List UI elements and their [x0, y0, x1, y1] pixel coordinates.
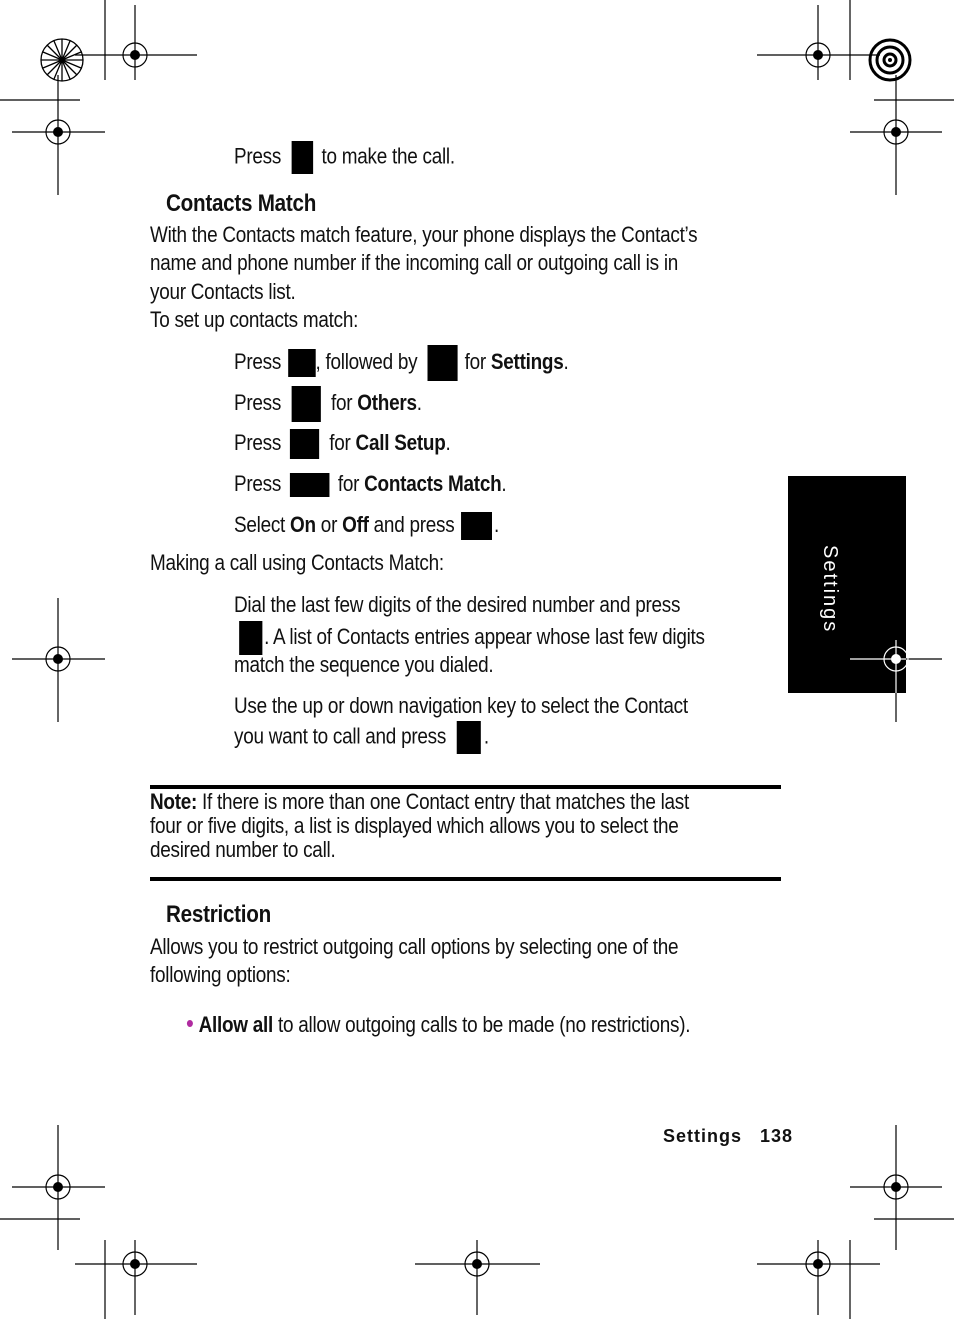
- note-line-1: [150, 790, 777, 814]
- step-2: Press for Others.: [234, 386, 452, 422]
- key-icon: [290, 473, 330, 497]
- dial-line-1: Dial the last few digits of the desired number and press: [234, 592, 681, 617]
- text: If there is more than one Contact entry that matches the last: [202, 789, 690, 814]
- ok-key-icon: [461, 512, 492, 540]
- dial-line-3: match the sequence you dialed.: [234, 652, 494, 677]
- key-9-icon: [428, 345, 458, 381]
- send-key-icon: [456, 721, 480, 754]
- step-5: Select On or Off and press .: [234, 510, 542, 540]
- bullet-allow-all: [186, 1009, 772, 1039]
- text: Others: [357, 389, 417, 415]
- restriction-line-1: Allows you to restrict outgoing call options by selecting one of the: [150, 934, 679, 959]
- text: Press: [234, 430, 282, 455]
- text: you want to call and press: [234, 723, 447, 749]
- text: Call Setup: [355, 430, 446, 455]
- text: Press: [234, 143, 282, 169]
- make-call-line: [234, 141, 491, 174]
- intro-line-2: name and phone number if the incoming call or outgoing call is in: [150, 250, 679, 275]
- note-line-2: four or five digits, a list is displayed which allows you to select the: [150, 813, 679, 838]
- text: or: [320, 512, 338, 537]
- use-line-1: Use the up or down navigation key to select the Contact: [234, 693, 688, 718]
- setup-line: To set up contacts match:: [150, 307, 359, 332]
- section-heading-contacts-match: Contacts Match: [166, 190, 317, 217]
- text: Settings: [490, 348, 564, 374]
- menu-key-icon: [288, 349, 316, 377]
- text: and press: [373, 512, 455, 537]
- intro-line-3: your Contacts list.: [150, 279, 296, 304]
- text: for: [464, 348, 486, 374]
- note-label: Note:: [150, 789, 198, 814]
- text: to make the call.: [321, 143, 455, 169]
- text: Contacts Match: [364, 471, 502, 496]
- text: Press: [234, 348, 282, 374]
- text: for: [330, 389, 353, 415]
- bullet-icon: •: [186, 1008, 194, 1038]
- section-heading-restriction: Restriction: [166, 901, 271, 928]
- step-3: Press for Call Setup.: [234, 428, 486, 459]
- page-number: 138: [760, 1126, 794, 1146]
- text: for: [337, 471, 360, 496]
- text: On: [290, 512, 316, 537]
- text: Press: [234, 471, 282, 496]
- step-4: Press for Contacts Match.: [234, 471, 507, 496]
- text: Press: [234, 389, 282, 415]
- note-rule-bottom: [150, 877, 781, 881]
- section-tab: [788, 476, 906, 693]
- making-call-line: Making a call using Contacts Match:: [150, 550, 444, 575]
- text: . A list of Contacts entries appear whose last few digits: [264, 623, 705, 649]
- text: Allow all: [198, 1012, 274, 1037]
- restriction-line-2: following options:: [150, 962, 291, 987]
- note-line-3: desired number to call.: [150, 837, 336, 862]
- text: Off: [342, 512, 369, 537]
- use-line-2: you want to call and press .: [234, 721, 530, 754]
- step-1: Press , followed by for Settings.: [234, 345, 623, 381]
- section-tab-label: Settings: [819, 545, 841, 634]
- text: , followed by: [315, 348, 418, 374]
- key-icon: [290, 429, 319, 459]
- footer-section: Settings: [663, 1126, 743, 1146]
- key-icon: [291, 386, 320, 422]
- text: for: [329, 430, 351, 455]
- footer: [663, 1126, 793, 1147]
- send-key-icon: [291, 141, 313, 174]
- intro-line-1: With the Contacts match feature, your phone displays the Contact’s: [150, 222, 698, 247]
- text: to allow outgoing calls to be made (no restrictions).: [278, 1012, 691, 1037]
- text: Select: [234, 512, 286, 537]
